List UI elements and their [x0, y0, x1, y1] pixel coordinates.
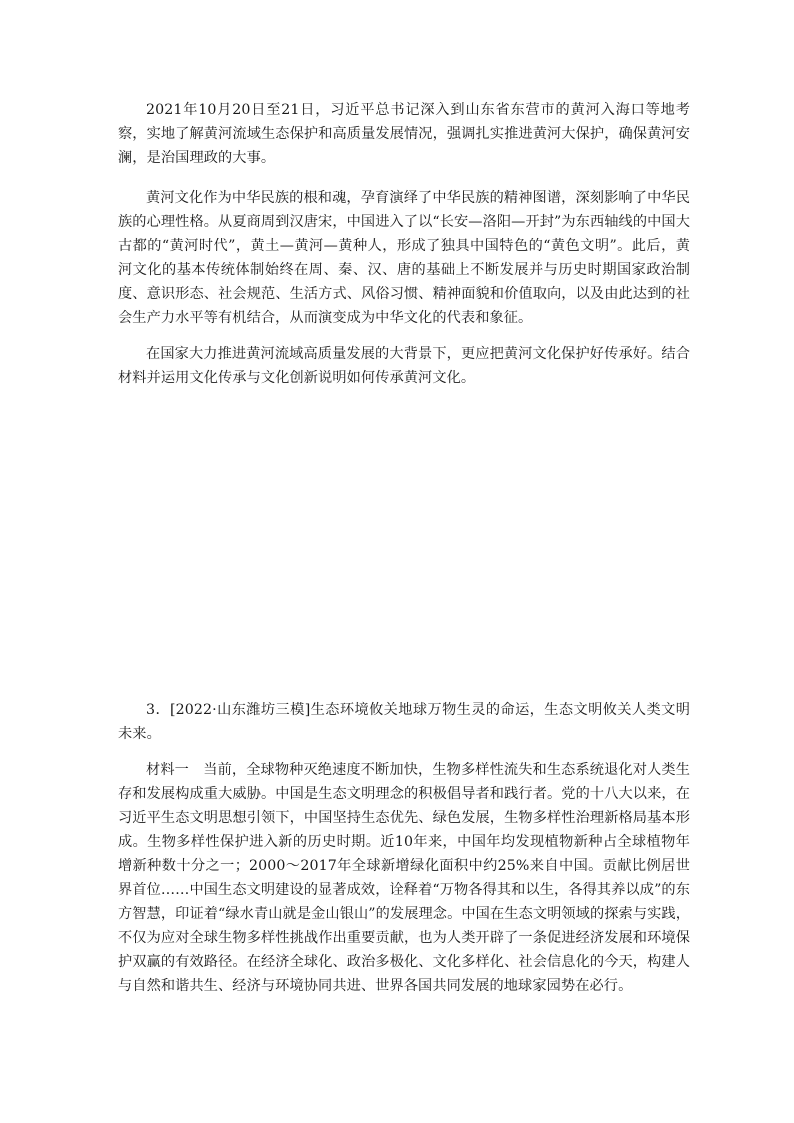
paragraph-question-prompt: 在国家大力推进黄河流域高质量发展的大背景下，更应把黄河文化保护好传承好。结合材料并运用文化传承与文化创新说明如何传承黄河文化。	[118, 346, 690, 386]
question-3-heading: 3．[2022·山东潍坊三模]生态环境攸关地球万物生灵的命运，生态文明攸关人类文明未来。	[118, 702, 690, 742]
paragraph-yellow-river-culture: 黄河文化作为中华民族的根和魂，孕育演绎了中华民族的精神图谱，深刻影响了中华民族的心理性格。从夏商周到汉唐宋，中国进入了以“长安—洛阳—开封”为东西轴线的中国大古都的“黄河时代”，黄土—黄河—黄种人，形成了独具中国特色的“黄色文明”。此后，黄河文化的基本传统体制始终在周、秦、汉、唐的基础上不断发展并与历史时期国家政治制度、意识形态、社会规范、生活方式、风俗习惯、精神面貌和价值取向，以及由此达到的社会生产力水平等有机结合，从而演变成为中华文化的代表和象征。	[118, 190, 690, 326]
paragraph-yellow-river-inspection: 2021年10月20日至21日，习近平总书记深入到山东省东营市的黄河入海口等地考察，实地了解黄河流域生态保护和高质量发展情况，强调扎实推进黄河大保护，确保黄河安澜，是治国理政的大事。	[118, 102, 690, 166]
paragraph-material-one: 材料一 当前，全球物种灭绝速度不断加快，生物多样性流失和生态系统退化对人类生存和发展构成重大威胁。中国是生态文明理念的积极倡导者和践行者。党的十八大以来，在习近平生态文明思想引领下，中国坚持生态优先、绿色发展，生物多样性治理新格局基本形成。生物多样性保护进入新的历史时期。近10年来，中国年均发现植物新种占全球植物年增新种数十分之一；2000～2017年全球新增绿化面积中约25%来自中国。贡献比例居世界首位……中国生态文明建设的显著成效，诠释着“万物各得其和以生，各得其养以成”的东方智慧，印证着“绿水青山就是金山银山”的发展理念。中国在生态文明领域的探索与实践，不仅为应对全球生物多样性挑战作出重要贡献，也为人类开辟了一条促进经济发展和环境保护双赢的有效路径。在经济全球化、政治多极化、文化多样化、社会信息化的今天，构建人与自然和谐共生、经济与环境协同共进、世界各国共同发展的地球家园势在必行。	[118, 762, 690, 994]
